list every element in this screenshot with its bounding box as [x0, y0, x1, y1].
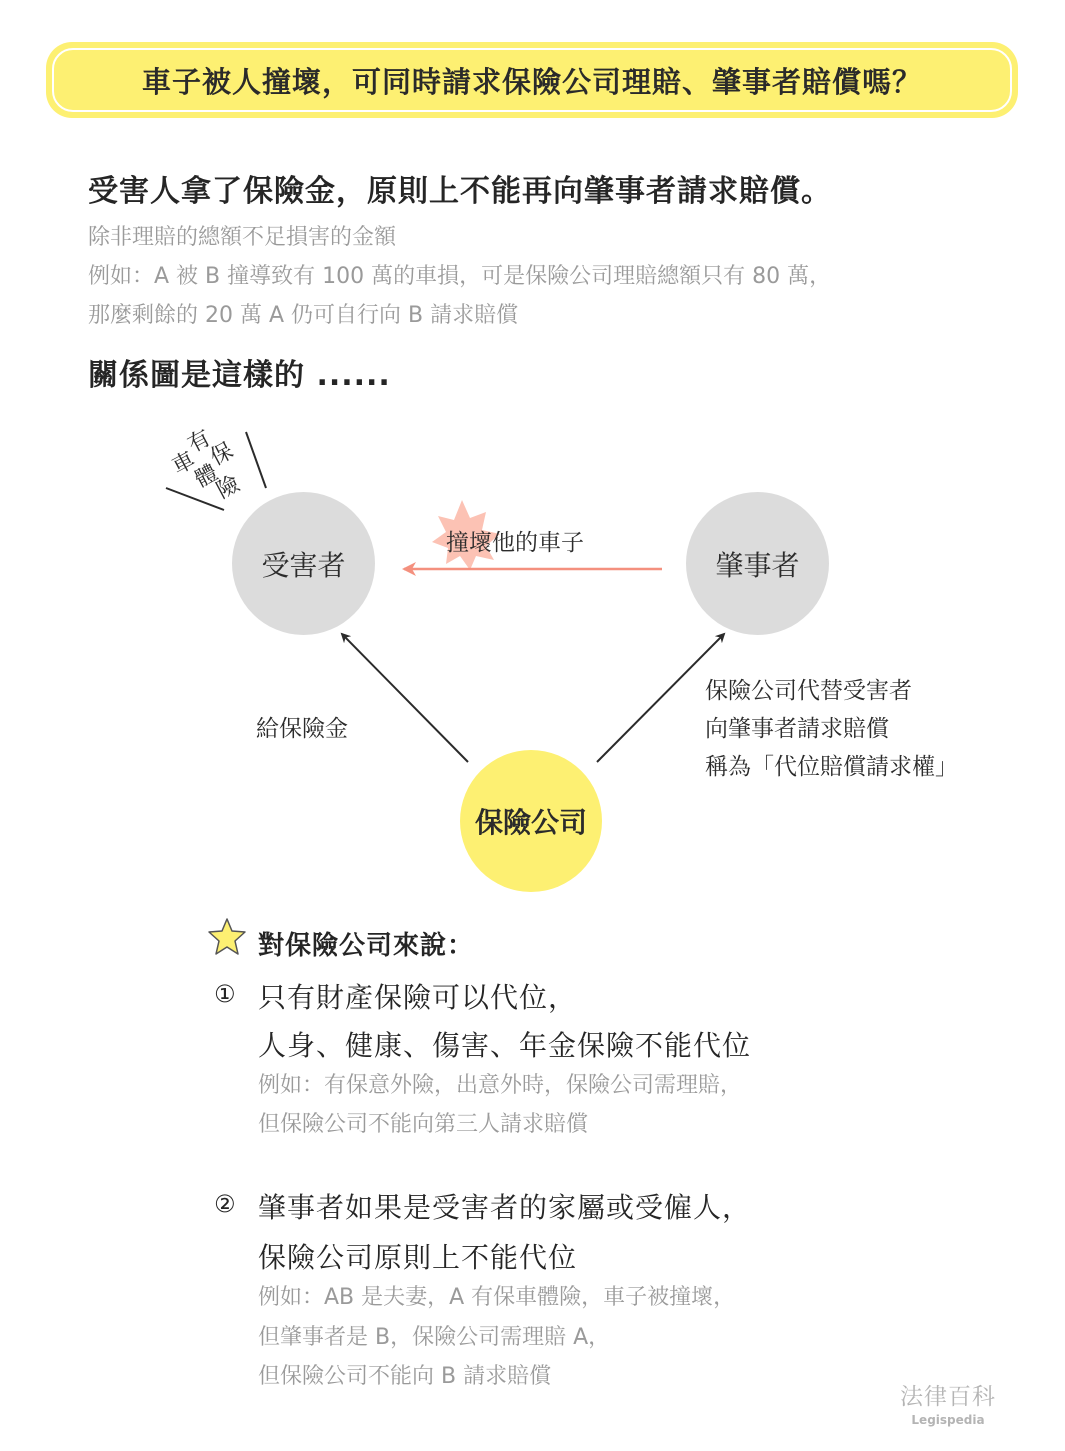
example-line: 例如：AB 是夫妻，A 有保車體險，車子被撞壞，: [258, 1285, 736, 1310]
diagram-heading: 關係圖是這樣的 ......: [88, 358, 391, 393]
brand-name-en: Legispedia: [911, 1413, 985, 1427]
node-offender: 肇事者: [686, 492, 829, 635]
example-line: 例如：有保意外險，出意外時，保險公司需理賠，: [258, 1073, 743, 1098]
title-inner-border: [52, 48, 1012, 112]
title-banner: [46, 42, 1018, 118]
star-icon: [207, 916, 247, 956]
note-line: 例如：A 被 B 撞導致有 100 萬的車損，可是保險公司理賠總額只有 80 萬，: [88, 264, 832, 289]
brand-name-zh: 法律百科: [900, 1384, 996, 1410]
pay-label: 給保險金: [256, 716, 348, 742]
point-line: 肇事者如果是受害者的家屬或受僱人，: [258, 1191, 752, 1224]
car-insurance-tag: 車 有 體 保 險: [168, 425, 244, 504]
point-number: ①: [214, 980, 236, 1008]
example-line: 但保險公司不能向第三人請求賠償: [258, 1112, 589, 1137]
point-number: ②: [214, 1190, 236, 1218]
point-line: 人身、健康、傷害、年金保險不能代位: [258, 1029, 752, 1062]
point-line: 保險公司原則上不能代位: [258, 1241, 578, 1274]
note-line: 除非理賠的總額不足損害的金額: [88, 225, 397, 250]
node-insurer: 保險公司: [460, 750, 602, 892]
example-line: 但保險公司不能向 B 請求賠償: [258, 1364, 552, 1389]
point-line: 只有財產保險可以代位，: [258, 981, 578, 1014]
pay-arrow: [342, 634, 468, 762]
relationship-diagram: [0, 400, 1065, 900]
note-line: 那麼剩餘的 20 萬 A 仍可自行向 B 請求賠償: [88, 303, 519, 328]
headline: 受害人拿了保險金，原則上不能再向肇事者請求賠償。: [88, 174, 832, 209]
brand-logo: [898, 1378, 998, 1427]
example-line: 但肇事者是 B，保險公司需理賠 A，: [258, 1325, 611, 1350]
page-title: 車子被人撞壞，可同時請求保險公司理賠、肇事者賠償嗎？: [141, 64, 922, 99]
node-victim: 受害者: [232, 492, 375, 635]
crash-label: 撞壞他的車子: [446, 530, 584, 556]
subrogation-label: 保險公司代替受害者 向肇事者請求賠償 稱為「代位賠償請求權」: [705, 678, 958, 780]
insurer-section-title: 對保險公司來說：: [258, 931, 475, 961]
